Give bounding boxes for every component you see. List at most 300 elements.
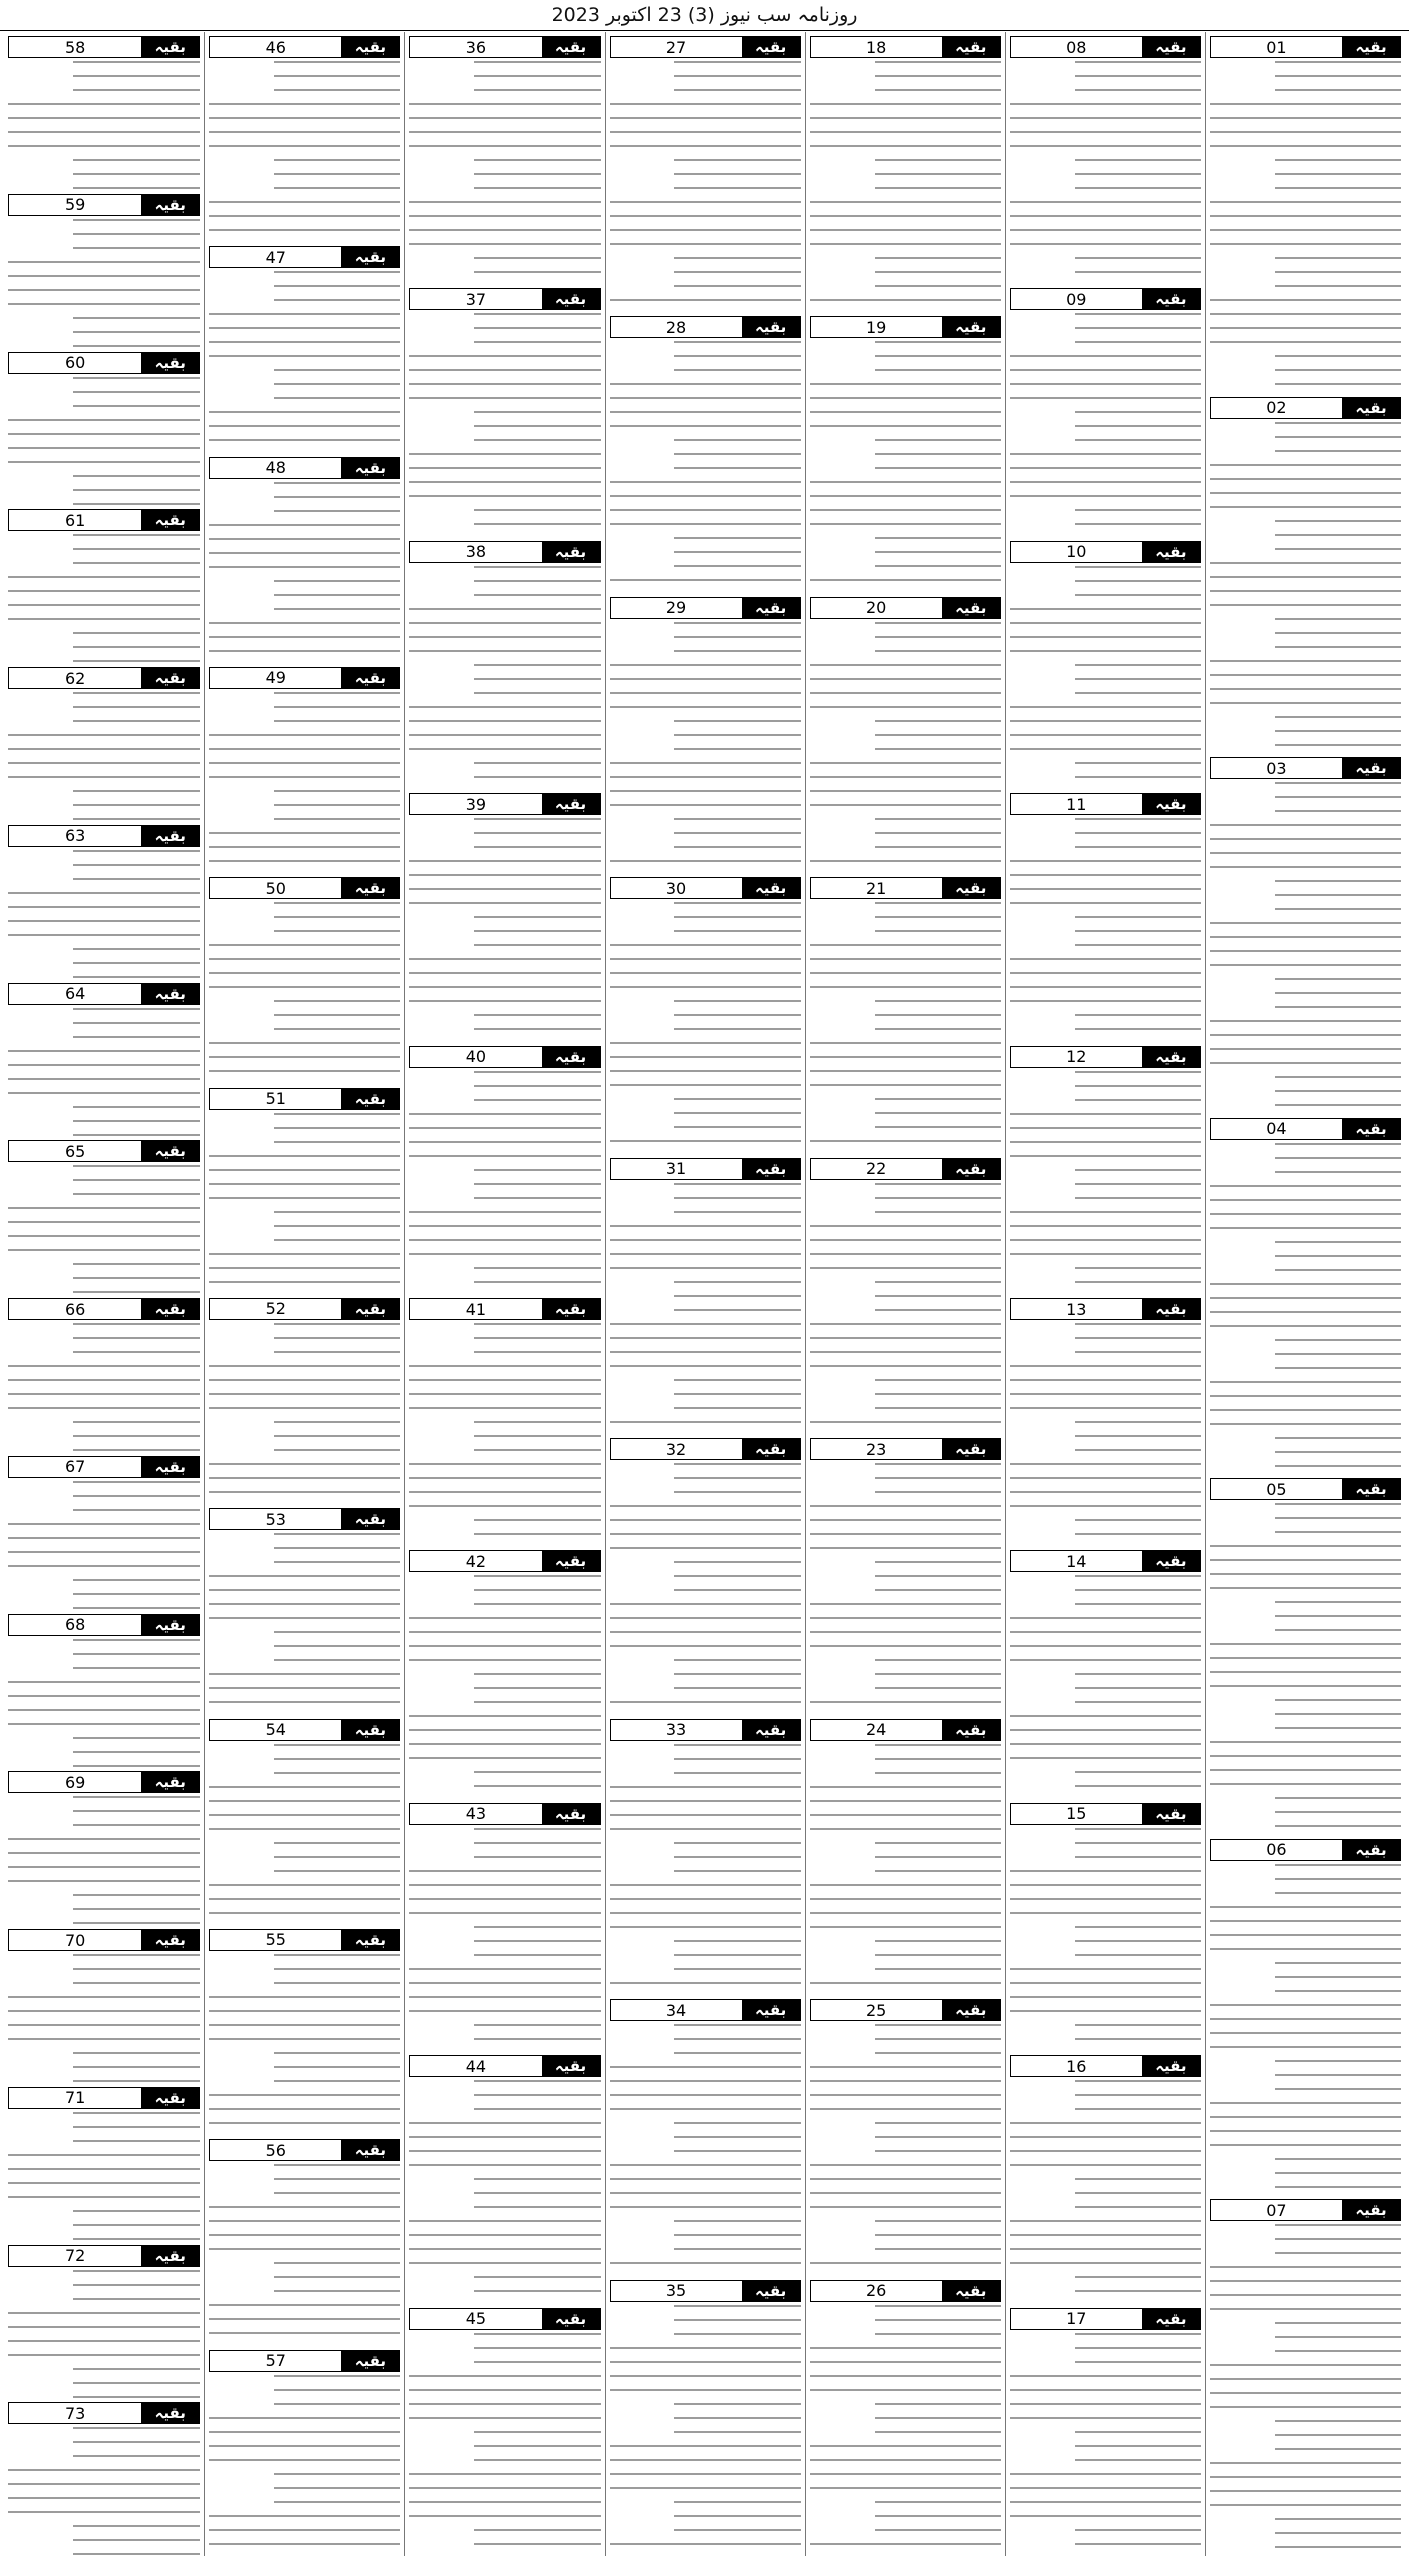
badge-label: بقیہ: [141, 1615, 199, 1635]
article-text-block: [610, 341, 801, 592]
badge-label: بقیہ: [542, 289, 600, 309]
continuation-item: [8, 505, 200, 663]
article-text-block: [409, 1575, 600, 1798]
badge-label: بقیہ: [141, 1299, 199, 1319]
badge-label: بقیہ: [341, 1299, 399, 1319]
continuation-badge: [209, 36, 400, 58]
continuation-item: [810, 312, 1001, 592]
badge-number: 40: [410, 1047, 541, 1067]
badge-label: بقیہ: [341, 668, 399, 688]
badge-label: بقیہ: [542, 2309, 600, 2329]
continuation-item: [1010, 2304, 1201, 2556]
article-text-block: [8, 1165, 200, 1294]
article-text-block: [1010, 566, 1201, 789]
continuation-item: [8, 348, 200, 506]
article-text-block: [209, 1533, 400, 1714]
badge-number: 65: [9, 1141, 141, 1161]
article-text-block: [1010, 2080, 1201, 2303]
continuation-badge: [1010, 2055, 1201, 2077]
continuation-item: [409, 1042, 600, 1294]
continuation-item: [8, 190, 200, 348]
badge-number: 71: [9, 2088, 141, 2108]
continuation-badge: [8, 1298, 200, 1320]
continuation-item: [209, 2135, 400, 2345]
badge-number: 07: [1211, 2200, 1342, 2220]
continuation-badge: [810, 877, 1001, 899]
article-text-block: [409, 566, 600, 789]
continuation-item: [610, 873, 801, 1153]
continuation-badge: [8, 667, 200, 689]
badge-number: 25: [811, 2000, 942, 2020]
continuation-item: [8, 979, 200, 1137]
continuation-item: [1010, 1546, 1201, 1798]
article-text-block: [209, 692, 400, 873]
badge-number: 68: [9, 1615, 141, 1635]
article-text-block: [810, 902, 1001, 1153]
article-text-block: [409, 1071, 600, 1294]
badge-number: 64: [9, 984, 141, 1004]
badge-number: 66: [9, 1299, 141, 1319]
column: [404, 32, 604, 2556]
badge-label: بقیہ: [141, 668, 199, 688]
continuation-badge: [209, 877, 400, 899]
badge-label: بقیہ: [742, 317, 800, 337]
badge-number: 51: [210, 1089, 341, 1109]
article-text-block: [1010, 1071, 1201, 1294]
article-text-block: [209, 2164, 400, 2345]
continuation-item: [409, 2051, 600, 2303]
continuation-badge: [209, 1719, 400, 1741]
continuation-badge: [810, 1719, 1001, 1741]
article-text-block: [409, 61, 600, 284]
continuation-badge: [8, 2087, 200, 2109]
badge-label: بقیہ: [742, 2281, 800, 2301]
article-text-block: [8, 2112, 200, 2241]
badge-label: بقیہ: [1342, 758, 1400, 778]
badge-number: 36: [410, 37, 541, 57]
continuation-item: [409, 32, 600, 284]
article-text-block: [8, 377, 200, 506]
badge-label: بقیہ: [942, 1439, 1000, 1459]
badge-number: 30: [611, 878, 742, 898]
continuation-badge: [8, 36, 200, 58]
badge-label: بقیہ: [542, 794, 600, 814]
column: [1005, 32, 1205, 2556]
badge-number: 26: [811, 2281, 942, 2301]
badge-label: بقیہ: [341, 1930, 399, 1950]
article-text-block: [8, 1796, 200, 1925]
badge-number: 67: [9, 1457, 141, 1477]
article-text-block: [1010, 1828, 1201, 2051]
badge-number: 41: [410, 1299, 541, 1319]
masthead: [0, 0, 1409, 31]
continuation-badge: [1210, 397, 1401, 419]
badge-number: 15: [1011, 1804, 1142, 1824]
continuation-item: [610, 32, 801, 312]
badge-label: بقیہ: [341, 1509, 399, 1529]
badge-label: بقیہ: [742, 1720, 800, 1740]
badge-label: بقیہ: [542, 1804, 600, 1824]
column: [4, 32, 204, 2556]
continuation-item: [810, 593, 1001, 873]
article-text-block: [8, 61, 200, 190]
continuation-badge: [8, 1456, 200, 1478]
badge-number: 13: [1011, 1299, 1142, 1319]
continuation-badge: [8, 352, 200, 374]
badge-number: 05: [1211, 1479, 1342, 1499]
article-text-block: [209, 1744, 400, 1925]
badge-label: بقیہ: [742, 598, 800, 618]
continuation-badge: [209, 457, 400, 479]
badge-label: بقیہ: [742, 878, 800, 898]
continuation-badge: [810, 2280, 1001, 2302]
badge-number: 06: [1211, 1840, 1342, 1860]
article-text-block: [1210, 1503, 1401, 1835]
continuation-badge: [409, 1803, 600, 1825]
continuation-item: [209, 1925, 400, 2135]
continuation-item: [8, 1610, 200, 1768]
article-text-block: [1010, 1575, 1201, 1798]
continuation-badge: [610, 877, 801, 899]
badge-label: بقیہ: [942, 1720, 1000, 1740]
badge-number: 54: [210, 1720, 341, 1740]
article-text-block: [8, 850, 200, 979]
continuation-item: [1210, 753, 1401, 1114]
badge-label: بقیہ: [141, 1457, 199, 1477]
badge-number: 18: [811, 37, 942, 57]
article-text-block: [8, 2427, 200, 2556]
badge-label: بقیہ: [341, 247, 399, 267]
column: [1205, 32, 1405, 2556]
badge-number: 70: [9, 1930, 141, 1950]
badge-label: بقیہ: [141, 1772, 199, 1792]
continuation-badge: [209, 1929, 400, 1951]
continuation-item: [1010, 2051, 1201, 2303]
continuation-item: [1210, 393, 1401, 754]
continuation-item: [209, 663, 400, 873]
badge-number: 28: [611, 317, 742, 337]
badge-number: 20: [811, 598, 942, 618]
badge-number: 50: [210, 878, 341, 898]
badge-number: 47: [210, 247, 341, 267]
continuation-item: [1210, 1474, 1401, 1835]
article-text-block: [209, 271, 400, 452]
continuation-item: [1010, 284, 1201, 536]
continuation-item: [1010, 1294, 1201, 1546]
badge-label: بقیہ: [141, 1141, 199, 1161]
article-text-block: [8, 1323, 200, 1452]
continuation-badge: [209, 2350, 400, 2372]
badge-number: 32: [611, 1439, 742, 1459]
continuation-badge: [8, 2402, 200, 2424]
article-text-block: [610, 1463, 801, 1714]
badge-number: 39: [410, 794, 541, 814]
article-text-block: [409, 818, 600, 1041]
page-title: روزنامہ سب نیوز (3) 23 اکتوبر 2023: [551, 4, 858, 26]
badge-number: 17: [1011, 2309, 1142, 2329]
badge-number: 62: [9, 668, 141, 688]
badge-label: بقیہ: [341, 2140, 399, 2160]
continuation-badge: [610, 2280, 801, 2302]
article-text-block: [610, 622, 801, 873]
article-text-block: [1010, 61, 1201, 284]
continuation-item: [8, 1767, 200, 1925]
continuation-item: [209, 2346, 400, 2556]
badge-label: بقیہ: [1142, 37, 1200, 57]
badge-number: 69: [9, 1772, 141, 1792]
continuation-item: [810, 1715, 1001, 1995]
badge-number: 22: [811, 1159, 942, 1179]
article-text-block: [610, 1183, 801, 1434]
continuation-badge: [1010, 288, 1201, 310]
column: [605, 32, 805, 2556]
continuation-item: [8, 2241, 200, 2399]
badge-label: بقیہ: [1142, 542, 1200, 562]
continuation-badge: [1210, 2199, 1401, 2221]
article-text-block: [1010, 2333, 1201, 2556]
continuation-item: [8, 821, 200, 979]
continuation-badge: [1010, 541, 1201, 563]
continuation-item: [409, 537, 600, 789]
badge-label: بقیہ: [141, 37, 199, 57]
continuation-badge: [409, 288, 600, 310]
badge-label: بقیہ: [141, 510, 199, 530]
badge-number: 56: [210, 2140, 341, 2160]
continuation-badge: [409, 793, 600, 815]
continuation-badge: [810, 597, 1001, 619]
continuation-badge: [209, 1088, 400, 1110]
badge-label: بقیہ: [742, 1159, 800, 1179]
continuation-item: [1010, 537, 1201, 789]
article-text-block: [810, 622, 1001, 873]
badge-label: بقیہ: [942, 878, 1000, 898]
article-text-block: [209, 1113, 400, 1294]
continuation-item: [209, 1084, 400, 1294]
article-text-block: [1010, 1323, 1201, 1546]
badge-label: بقیہ: [942, 2000, 1000, 2020]
continuation-badge: [610, 1999, 801, 2021]
continuation-badge: [810, 316, 1001, 338]
badge-number: 02: [1211, 398, 1342, 418]
continuation-item: [209, 1294, 400, 1504]
article-text-block: [810, 61, 1001, 312]
badge-label: بقیہ: [742, 1439, 800, 1459]
continuation-item: [209, 1504, 400, 1714]
continuation-badge: [810, 36, 1001, 58]
badge-label: بقیہ: [141, 1930, 199, 1950]
continuation-badge: [409, 36, 600, 58]
continuation-item: [8, 1294, 200, 1452]
badge-number: 08: [1011, 37, 1142, 57]
continuation-item: [610, 593, 801, 873]
continuation-badge: [1210, 36, 1401, 58]
continuation-item: [810, 32, 1001, 312]
continuation-badge: [8, 1929, 200, 1951]
continuation-item: [610, 1715, 801, 1995]
continuation-item: [810, 2276, 1001, 2556]
continuation-badge: [810, 1158, 1001, 1180]
continuation-badge: [610, 1158, 801, 1180]
badge-label: بقیہ: [542, 2056, 600, 2076]
continuation-badge: [209, 1508, 400, 1530]
badge-number: 11: [1011, 794, 1142, 814]
continuation-item: [810, 1434, 1001, 1714]
article-text-block: [209, 2375, 400, 2556]
article-text-block: [610, 1744, 801, 1995]
article-text-block: [209, 902, 400, 1083]
continuation-item: [1210, 32, 1401, 393]
badge-number: 23: [811, 1439, 942, 1459]
continuation-badge: [209, 2139, 400, 2161]
continuation-item: [209, 873, 400, 1083]
article-text-block: [610, 2024, 801, 2275]
continuation-badge: [1210, 1118, 1401, 1140]
continuation-item: [409, 284, 600, 536]
continuation-item: [8, 1925, 200, 2083]
continuation-badge: [1010, 793, 1201, 815]
continuation-item: [209, 453, 400, 663]
article-text-block: [409, 313, 600, 536]
continuation-badge: [610, 597, 801, 619]
continuation-item: [8, 1136, 200, 1294]
article-text-block: [209, 1954, 400, 2135]
column: [805, 32, 1005, 2556]
article-text-block: [209, 482, 400, 663]
badge-label: بقیہ: [1342, 1840, 1400, 1860]
badge-number: 21: [811, 878, 942, 898]
badge-number: 61: [9, 510, 141, 530]
badge-number: 55: [210, 1930, 341, 1950]
continuation-item: [1010, 789, 1201, 1041]
article-text-block: [610, 61, 801, 312]
continuation-badge: [1010, 1803, 1201, 1825]
badge-number: 01: [1211, 37, 1342, 57]
badge-number: 73: [9, 2403, 141, 2423]
continuation-badge: [1210, 1478, 1401, 1500]
continuation-badge: [1210, 757, 1401, 779]
badge-label: بقیہ: [942, 37, 1000, 57]
article-text-block: [209, 61, 400, 242]
continuation-badge: [409, 541, 600, 563]
continuation-badge: [1010, 2308, 1201, 2330]
badge-number: 44: [410, 2056, 541, 2076]
newspaper-page: [4, 32, 1405, 2556]
badge-label: بقیہ: [341, 1720, 399, 1740]
badge-label: بقیہ: [141, 2403, 199, 2423]
article-text-block: [810, 1744, 1001, 1995]
badge-number: 09: [1011, 289, 1142, 309]
badge-label: بقیہ: [1342, 398, 1400, 418]
continuation-badge: [8, 194, 200, 216]
badge-number: 03: [1211, 758, 1342, 778]
continuation-item: [810, 873, 1001, 1153]
badge-number: 42: [410, 1551, 541, 1571]
continuation-item: [1210, 1114, 1401, 1475]
badge-label: بقیہ: [141, 195, 199, 215]
badge-number: 33: [611, 1720, 742, 1740]
badge-label: بقیہ: [141, 2088, 199, 2108]
badge-label: بقیہ: [1342, 1119, 1400, 1139]
continuation-badge: [8, 1614, 200, 1636]
badge-number: 72: [9, 2246, 141, 2266]
badge-label: بقیہ: [141, 2246, 199, 2266]
continuation-badge: [1010, 36, 1201, 58]
badge-number: 59: [9, 195, 141, 215]
continuation-item: [610, 1995, 801, 2275]
continuation-item: [810, 1995, 1001, 2275]
continuation-badge: [209, 667, 400, 689]
badge-label: بقیہ: [341, 458, 399, 478]
article-text-block: [1210, 2224, 1401, 2556]
badge-number: 14: [1011, 1551, 1142, 1571]
continuation-item: [409, 1546, 600, 1798]
badge-label: بقیہ: [341, 1089, 399, 1109]
badge-number: 31: [611, 1159, 742, 1179]
badge-label: بقیہ: [341, 37, 399, 57]
continuation-badge: [810, 1999, 1001, 2021]
article-text-block: [610, 2305, 801, 2556]
badge-label: بقیہ: [942, 598, 1000, 618]
badge-label: بقیہ: [1342, 2200, 1400, 2220]
article-text-block: [810, 2305, 1001, 2556]
continuation-badge: [8, 1140, 200, 1162]
badge-label: بقیہ: [1142, 2056, 1200, 2076]
article-text-block: [1210, 1143, 1401, 1475]
continuation-item: [8, 2083, 200, 2241]
continuation-badge: [409, 1298, 600, 1320]
article-text-block: [810, 341, 1001, 592]
continuation-item: [409, 789, 600, 1041]
continuation-item: [8, 663, 200, 821]
badge-label: بقیہ: [942, 317, 1000, 337]
continuation-item: [1210, 1835, 1401, 2196]
continuation-badge: [610, 316, 801, 338]
badge-number: 58: [9, 37, 141, 57]
badge-label: بقیہ: [141, 826, 199, 846]
badge-number: 37: [410, 289, 541, 309]
article-text-block: [8, 1481, 200, 1610]
badge-label: بقیہ: [1142, 1551, 1200, 1571]
continuation-item: [1210, 2195, 1401, 2556]
article-text-block: [8, 219, 200, 348]
continuation-item: [409, 2304, 600, 2556]
badge-label: بقیہ: [1142, 794, 1200, 814]
continuation-badge: [209, 246, 400, 268]
article-text-block: [8, 692, 200, 821]
badge-number: 27: [611, 37, 742, 57]
continuation-item: [1010, 1799, 1201, 2051]
article-text-block: [8, 1639, 200, 1768]
badge-label: بقیہ: [141, 353, 199, 373]
badge-label: بقیہ: [1142, 1299, 1200, 1319]
badge-label: بقیہ: [742, 2000, 800, 2020]
badge-label: بقیہ: [542, 37, 600, 57]
badge-number: 45: [410, 2309, 541, 2329]
badge-label: بقیہ: [542, 1551, 600, 1571]
badge-label: بقیہ: [341, 2351, 399, 2371]
article-text-block: [1210, 1864, 1401, 2196]
badge-label: بقیہ: [341, 878, 399, 898]
article-text-block: [209, 1323, 400, 1504]
badge-number: 12: [1011, 1047, 1142, 1067]
badge-label: بقیہ: [141, 984, 199, 1004]
badge-number: 35: [611, 2281, 742, 2301]
badge-label: بقیہ: [1142, 289, 1200, 309]
badge-label: بقیہ: [542, 1047, 600, 1067]
article-text-block: [409, 1828, 600, 2051]
continuation-badge: [209, 1298, 400, 1320]
continuation-item: [810, 1154, 1001, 1434]
